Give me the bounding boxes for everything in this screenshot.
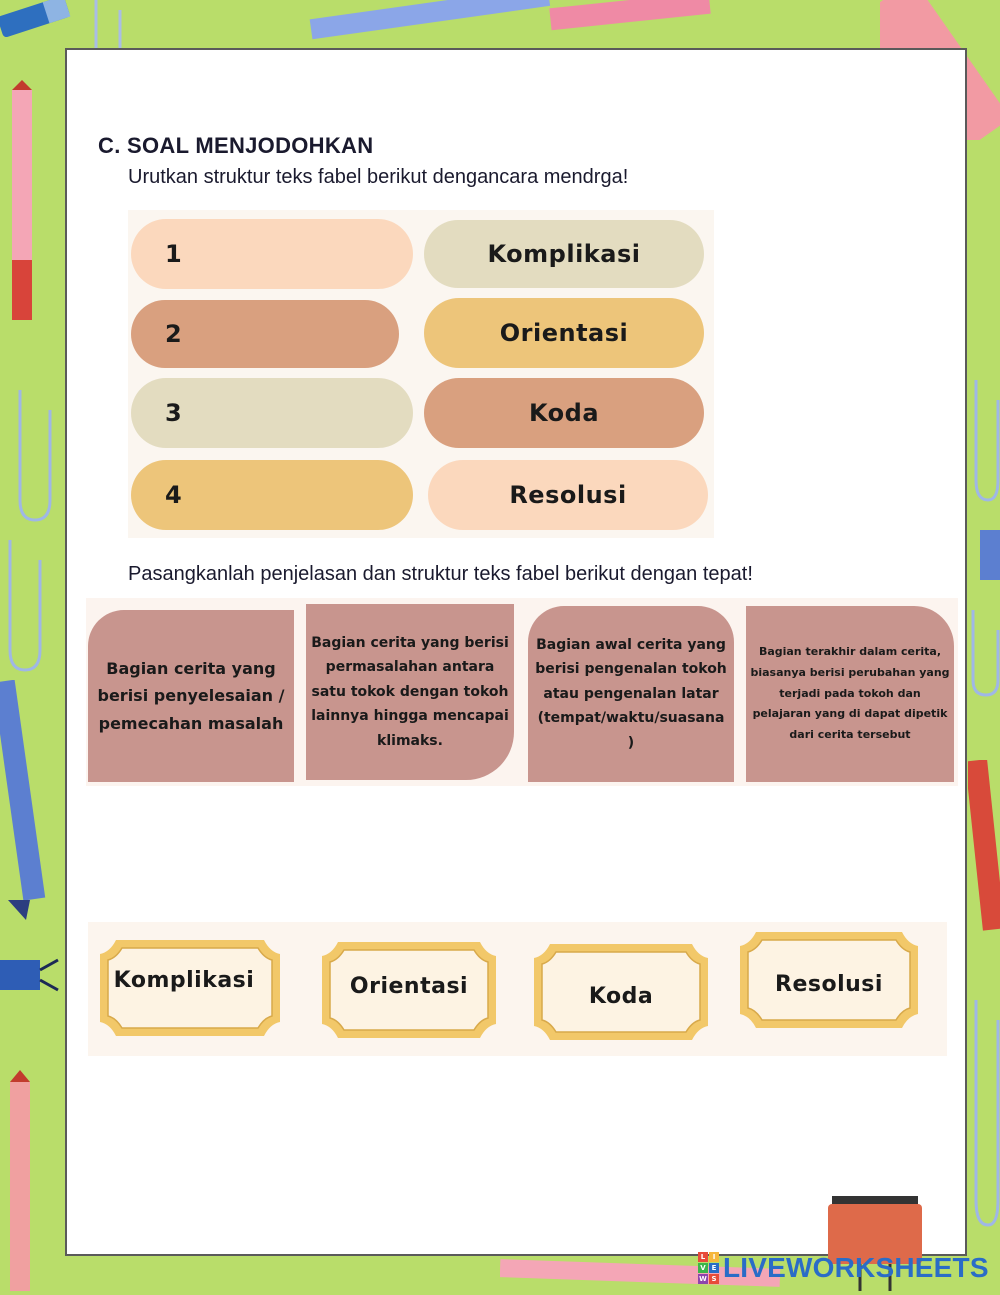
card-line: Bagian cerita yang berisi <box>311 634 509 651</box>
order-label-resolusi[interactable] <box>428 460 708 530</box>
logo-letter: S <box>709 1274 719 1284</box>
logo-letter: E <box>709 1263 719 1273</box>
descriptions-panel <box>86 598 958 786</box>
answer-text: Komplikasi <box>113 967 255 993</box>
order-label-text: Koda <box>528 399 600 427</box>
paperclip-right-icon <box>968 380 1000 700</box>
logo-letter: V <box>698 1263 708 1273</box>
logo-letter: I <box>709 1252 719 1262</box>
order-number-text: 1 <box>165 240 182 268</box>
order-number-1[interactable] <box>131 219 413 289</box>
order-label-orientasi[interactable] <box>424 298 704 368</box>
pencil-top-left <box>0 0 80 40</box>
order-label-text: Resolusi <box>509 481 627 509</box>
section-title: C. SOAL MENJODOHKAN <box>98 133 374 158</box>
order-number-text: 4 <box>165 481 182 509</box>
pencil-left-bottom <box>0 1070 50 1291</box>
pencil-top-center <box>300 0 720 48</box>
paperclip-bottom-right-icon <box>968 1000 1000 1250</box>
card-line: ) <box>627 734 635 751</box>
card-line: pelajaran yang di dapat dipetik <box>752 707 948 721</box>
card-line: dari cerita tersebut <box>789 728 911 742</box>
card-line: berisi pengenalan tokoh <box>535 661 727 678</box>
pencil-right <box>968 760 1000 940</box>
pencil-left-blue <box>0 680 50 930</box>
paperclip-left-icon <box>0 380 60 680</box>
description-card-3[interactable] <box>528 606 734 782</box>
description-card-4[interactable] <box>746 606 954 782</box>
answer-frame-komplikasi[interactable] <box>94 934 286 1042</box>
pencil-left <box>0 80 50 330</box>
order-label-koda[interactable] <box>424 378 704 448</box>
binder-clip-left-icon <box>0 950 60 1010</box>
answer-frame-orientasi[interactable] <box>316 936 502 1044</box>
brand-name: LIVEWORKSHEETS <box>723 1252 989 1283</box>
answer-frame-koda[interactable] <box>528 938 714 1046</box>
logo-letter: L <box>698 1252 708 1262</box>
liveworksheets-logo-icon <box>698 1252 719 1284</box>
order-label-text: Komplikasi <box>487 240 641 268</box>
answer-text: Koda <box>588 983 654 1009</box>
card-line: satu tokok dengan tokoh <box>311 683 509 700</box>
card-line: permasalahan antara <box>325 659 495 676</box>
order-number-2[interactable] <box>131 300 399 368</box>
card-line: klimaks. <box>377 732 443 749</box>
answers-panel <box>88 922 947 1056</box>
order-number-4[interactable] <box>131 460 413 530</box>
answer-text: Resolusi <box>775 971 883 997</box>
description-card-1[interactable] <box>88 610 294 782</box>
instruction-pair: Pasangkanlah penjelasan dan struktur teks fabel berikut dengan tepat! <box>128 563 753 585</box>
card-line: berisi penyelesaian / <box>97 686 285 706</box>
card-line: terjadi pada tokoh dan <box>779 686 921 700</box>
answer-frame-resolusi[interactable] <box>734 926 924 1034</box>
description-card-2[interactable] <box>306 604 514 780</box>
order-panel <box>128 210 714 538</box>
card-line: pemecahan masalah <box>98 713 284 733</box>
order-number-text: 3 <box>165 399 182 427</box>
answer-text: Orientasi <box>349 973 469 999</box>
brand-logo[interactable] <box>698 1252 989 1284</box>
order-number-3[interactable] <box>131 378 413 448</box>
order-label-komplikasi[interactable] <box>424 220 704 288</box>
card-line: Bagian cerita yang <box>106 659 276 679</box>
card-line: biasanya berisi perubahan yang <box>750 665 950 679</box>
order-label-text: Orientasi <box>499 319 629 347</box>
instruction-order: Urutkan struktur teks fabel berikut dengancara mendrga! <box>128 166 629 188</box>
card-line: lainnya hingga mencapai <box>311 708 509 725</box>
logo-letter: W <box>699 1275 707 1283</box>
card-line: atau pengenalan latar <box>543 685 719 702</box>
order-number-text: 2 <box>165 320 182 348</box>
card-line: Bagian terakhir dalam cerita, <box>758 644 942 658</box>
card-line: Bagian awal cerita yang <box>536 636 726 653</box>
card-line: (tempat/waktu/suasana <box>537 710 725 727</box>
